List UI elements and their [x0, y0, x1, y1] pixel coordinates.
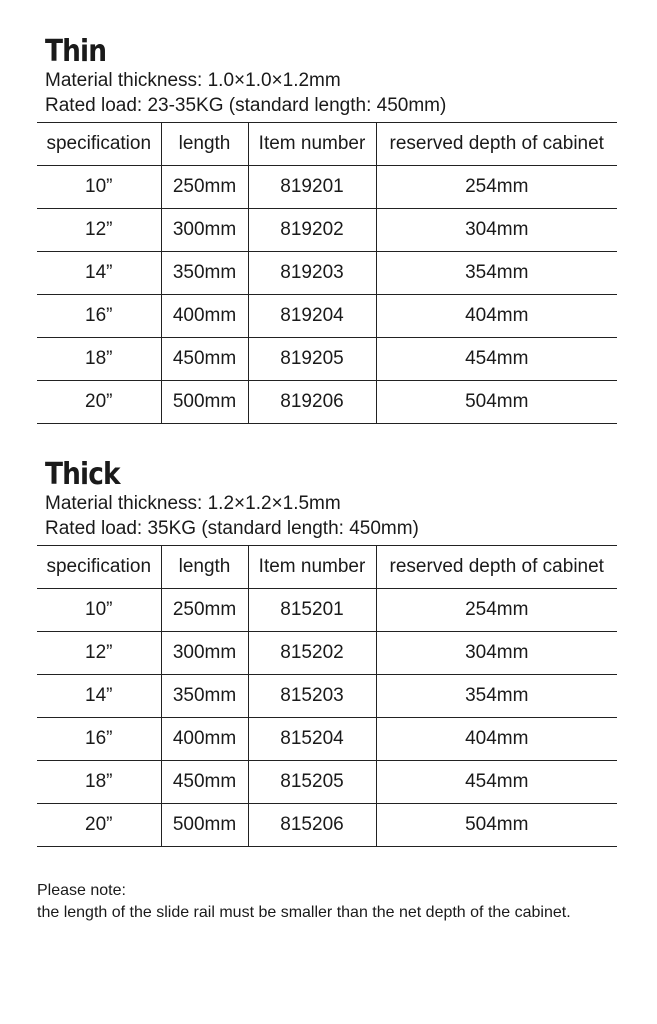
cell-length: 250mm — [161, 589, 248, 632]
cell-reserved-depth: 504mm — [376, 804, 617, 847]
table-row — [37, 252, 617, 295]
table-row — [37, 804, 617, 847]
cell-length: 300mm — [161, 632, 248, 675]
thin-spec-table — [37, 122, 617, 424]
cell-reserved-depth: 254mm — [376, 589, 617, 632]
header-length: length — [161, 546, 248, 589]
cell-reserved-depth: 304mm — [376, 209, 617, 252]
table-header-row — [37, 123, 617, 166]
table-row — [37, 761, 617, 804]
table-row — [37, 166, 617, 209]
cell-reserved-depth: 504mm — [376, 381, 617, 424]
cell-reserved-depth: 404mm — [376, 718, 617, 761]
cell-reserved-depth: 354mm — [376, 252, 617, 295]
note-block — [37, 880, 571, 924]
cell-length: 350mm — [161, 252, 248, 295]
cell-item-number: 819202 — [248, 209, 376, 252]
cell-length: 500mm — [161, 804, 248, 847]
cell-length: 450mm — [161, 761, 248, 804]
thick-material-thickness: Material thickness: 1.2×1.2×1.5mm — [45, 493, 341, 514]
cell-item-number: 815204 — [248, 718, 376, 761]
cell-item-number: 819204 — [248, 295, 376, 338]
cell-specification: 20” — [37, 804, 161, 847]
note-text: the length of the slide rail must be smaller than the net depth of the cabinet. — [37, 904, 571, 921]
cell-specification: 16” — [37, 718, 161, 761]
header-specification: specification — [37, 123, 161, 166]
cell-item-number: 819206 — [248, 381, 376, 424]
header-length: length — [161, 123, 248, 166]
cell-item-number: 819203 — [248, 252, 376, 295]
cell-specification: 16” — [37, 295, 161, 338]
table-header-row — [37, 546, 617, 589]
cell-specification: 20” — [37, 381, 161, 424]
cell-length: 500mm — [161, 381, 248, 424]
cell-specification: 10” — [37, 589, 161, 632]
cell-item-number: 815206 — [248, 804, 376, 847]
table-row — [37, 209, 617, 252]
thin-rated-load: Rated load: 23-35KG (standard length: 450mm) — [45, 95, 447, 116]
cell-item-number: 815203 — [248, 675, 376, 718]
table-row — [37, 589, 617, 632]
header-reserved-depth: reserved depth of cabinet — [376, 123, 617, 166]
cell-specification: 18” — [37, 761, 161, 804]
thin-section — [37, 36, 617, 424]
thin-material-thickness: Material thickness: 1.0×1.0×1.2mm — [45, 70, 341, 91]
header-specification: specification — [37, 546, 161, 589]
cell-length: 250mm — [161, 166, 248, 209]
cell-specification: 12” — [37, 209, 161, 252]
table-row — [37, 295, 617, 338]
table-row — [37, 632, 617, 675]
cell-length: 350mm — [161, 675, 248, 718]
table-row — [37, 338, 617, 381]
cell-length: 400mm — [161, 295, 248, 338]
thick-spec-table — [37, 545, 617, 847]
header-reserved-depth: reserved depth of cabinet — [376, 546, 617, 589]
cell-item-number: 815201 — [248, 589, 376, 632]
cell-item-number: 815202 — [248, 632, 376, 675]
cell-item-number: 815205 — [248, 761, 376, 804]
cell-length: 300mm — [161, 209, 248, 252]
cell-reserved-depth: 404mm — [376, 295, 617, 338]
table-row — [37, 718, 617, 761]
cell-specification: 14” — [37, 252, 161, 295]
cell-specification: 10” — [37, 166, 161, 209]
cell-item-number: 819201 — [248, 166, 376, 209]
cell-item-number: 819205 — [248, 338, 376, 381]
cell-reserved-depth: 454mm — [376, 761, 617, 804]
cell-reserved-depth: 354mm — [376, 675, 617, 718]
cell-length: 450mm — [161, 338, 248, 381]
cell-specification: 14” — [37, 675, 161, 718]
header-item-number: Item number — [248, 123, 376, 166]
cell-specification: 12” — [37, 632, 161, 675]
cell-reserved-depth: 304mm — [376, 632, 617, 675]
thick-rated-load: Rated load: 35KG (standard length: 450mm) — [45, 518, 419, 539]
header-item-number: Item number — [248, 546, 376, 589]
cell-length: 400mm — [161, 718, 248, 761]
cell-reserved-depth: 254mm — [376, 166, 617, 209]
cell-reserved-depth: 454mm — [376, 338, 617, 381]
table-row — [37, 381, 617, 424]
cell-specification: 18” — [37, 338, 161, 381]
thick-section — [37, 459, 617, 847]
table-row — [37, 675, 617, 718]
thin-title: Thin — [45, 34, 107, 69]
note-heading: Please note: — [37, 882, 126, 899]
thick-title: Thick — [45, 457, 120, 492]
